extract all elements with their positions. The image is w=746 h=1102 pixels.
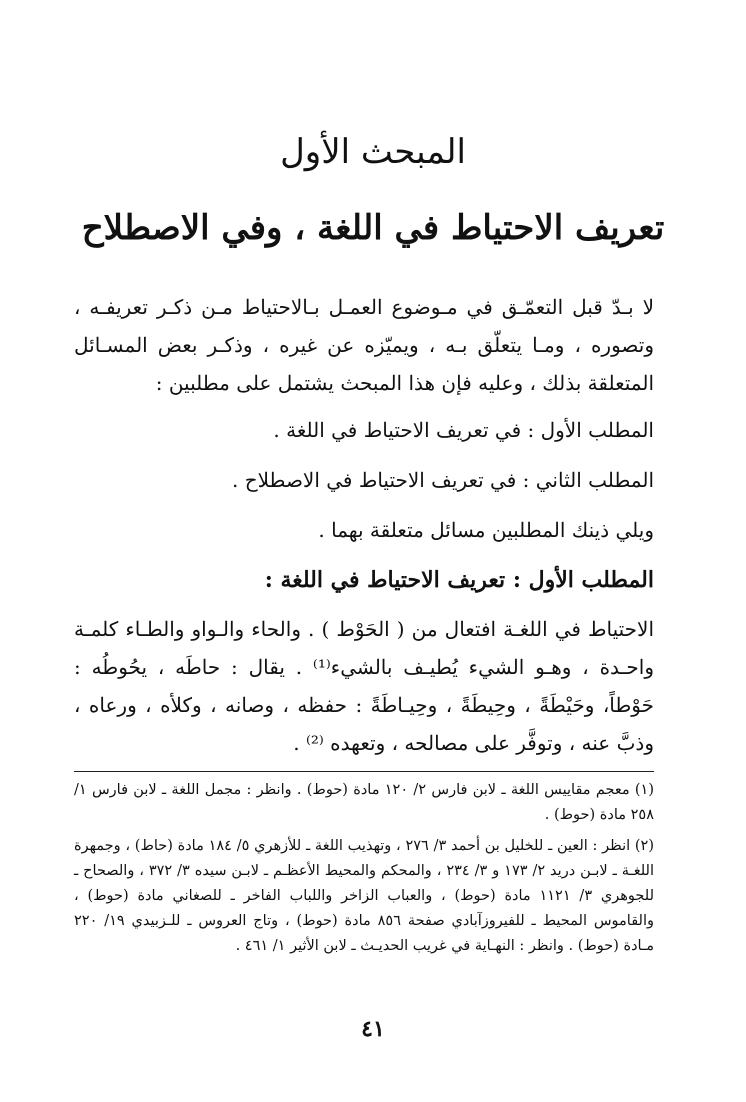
section-heading: المطلب الأول : تعريف الاحتياط في اللغة : [264, 567, 654, 593]
chapter-subtitle: تعريف الاحتياط في اللغة ، وفي الاصطلاح [81, 208, 665, 248]
plan-item-third: ويلي ذينك المطلبين مسائل متعلقة بهما . [318, 518, 654, 542]
definition-paragraph: الاحتياط في اللغـة افتعال من ( الحَوْط ) . والحاء والـواو والطـاء كلمـة واحـدة ، وهـو الشيء يُطيـف بالشيء⁽¹⁾ . يقال : حاطَه ، يحُوطُه : حَوْطاً، وحَيْطَةً ، وحِيطَةً ، وحِيـاطَةً : حفظه ، وصانه ، وكلأه ، ورعاه ، وذبَّ عنه ، وتوفَّر على مصالحه ، وتعهده ⁽²⁾ . [74, 617, 654, 755]
intro-paragraph: لا بـدّ قبل التعمّـق في مـوضوع العمـل بـالاحتياط مـن ذكـر تعريفـه ، وتصوره ، ومـا يتعلّق بـه ، ويميّزه عن غيره ، وذكـر بعض المسـائل المتعلقة بذلك ، وعليه فإن هذا المبحث يشتمل على مطلبين : [74, 295, 654, 395]
main-text [74, 288, 654, 762]
page-number: ٤١ [361, 1016, 385, 1042]
chapter-title: المبحث الأول [280, 132, 466, 172]
footnote-1: (١) معجم مقاييس اللغة ـ لابن فارس ٢/ ١٢٠ مادة (حوط) . وانظر : مجمل اللغة ـ لابن فارس ١/ ٢٥٨ مادة (حوط) . [74, 782, 654, 823]
footnote-divider [74, 771, 654, 772]
footnotes [74, 778, 654, 965]
plan-item-first: المطلب الأول : في تعريف الاحتياط في اللغة . [273, 418, 654, 442]
plan-item-second: المطلب الثاني : في تعريف الاحتياط في الاصطلاح . [231, 468, 654, 492]
footnote-2: (٢) انظر : العين ـ للخليل بن أحمد ٣/ ٢٧٦ ، وتهذيب اللغة ـ للأزهري ٥/ ١٨٤ مادة (حاط) ، وجمهرة اللغـة ـ لابـن دريد ٢/ ١٧٣ و ٣/ ٢٣٤ ، والمحكم والمحيط الأعظـم ـ لابـن سيده ٣/ ٣٧٢ ، والصحاح ـ للجوهري ٣/ ١١٢١ مادة (حوط) ، والعباب الزاخر واللباب الفاخر ـ للصغاني مادة (حوط) ، والقاموس المحيط ـ للفيروزآبادي صفحة ٨٥٦ مادة (حوط) ، وتاج العروس ـ للـزبيدي ١٩/ ٢٢٠ مـادة (حوط) . وانظر : النهـاية في غريب الحديـث ـ لابن الأثير ١/ ٤٦١ . [74, 838, 655, 954]
